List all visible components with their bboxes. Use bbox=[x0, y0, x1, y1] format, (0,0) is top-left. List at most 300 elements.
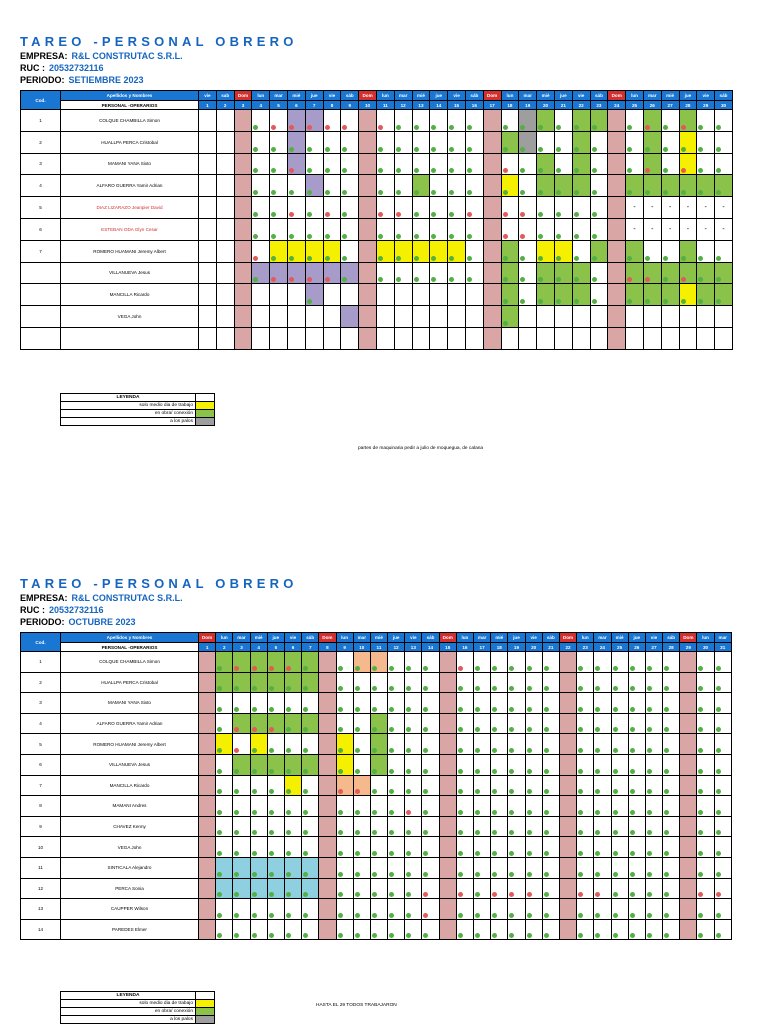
day-cell[interactable] bbox=[422, 899, 439, 920]
day-cell[interactable] bbox=[336, 878, 353, 899]
day-cell[interactable] bbox=[199, 672, 216, 693]
day-cell[interactable] bbox=[376, 327, 394, 349]
day-cell[interactable] bbox=[572, 197, 590, 219]
day-cell[interactable] bbox=[465, 327, 483, 349]
day-cell[interactable] bbox=[508, 919, 525, 940]
day-cell[interactable] bbox=[554, 153, 572, 175]
day-cell[interactable] bbox=[287, 284, 305, 306]
day-cell[interactable] bbox=[199, 775, 216, 796]
day-cell[interactable] bbox=[456, 878, 473, 899]
day-cell[interactable] bbox=[679, 175, 697, 197]
day-cell[interactable] bbox=[394, 262, 412, 284]
day-cell[interactable] bbox=[645, 775, 662, 796]
day-cell[interactable] bbox=[336, 816, 353, 837]
day-cell[interactable] bbox=[439, 796, 456, 817]
day-cell[interactable] bbox=[199, 131, 217, 153]
day-cell[interactable] bbox=[661, 131, 679, 153]
day-cell[interactable] bbox=[714, 899, 731, 920]
day-cell[interactable] bbox=[233, 713, 250, 734]
day-cell[interactable] bbox=[302, 857, 319, 878]
day-cell[interactable] bbox=[697, 262, 715, 284]
day-cell[interactable] bbox=[234, 131, 252, 153]
day-cell[interactable] bbox=[341, 131, 359, 153]
day-cell[interactable] bbox=[233, 878, 250, 899]
day-cell[interactable] bbox=[474, 919, 491, 940]
day-cell[interactable] bbox=[252, 284, 270, 306]
day-cell[interactable] bbox=[465, 197, 483, 219]
day-cell[interactable] bbox=[542, 837, 559, 858]
day-cell[interactable] bbox=[590, 284, 608, 306]
day-cell[interactable] bbox=[284, 899, 301, 920]
day-cell[interactable] bbox=[302, 899, 319, 920]
day-cell[interactable] bbox=[405, 672, 422, 693]
day-cell[interactable] bbox=[537, 218, 555, 240]
day-cell[interactable] bbox=[353, 713, 370, 734]
day-cell[interactable] bbox=[628, 878, 645, 899]
day-cell[interactable] bbox=[590, 218, 608, 240]
day-cell[interactable] bbox=[483, 306, 501, 328]
day-cell[interactable] bbox=[628, 919, 645, 940]
day-cell[interactable] bbox=[287, 262, 305, 284]
day-cell[interactable] bbox=[388, 796, 405, 817]
day-cell[interactable] bbox=[697, 240, 715, 262]
day-cell[interactable] bbox=[465, 131, 483, 153]
day-cell[interactable] bbox=[216, 110, 234, 132]
day-cell[interactable] bbox=[284, 652, 301, 673]
day-cell[interactable] bbox=[537, 131, 555, 153]
day-cell[interactable] bbox=[559, 878, 576, 899]
day-cell[interactable] bbox=[525, 734, 542, 755]
day-cell[interactable] bbox=[305, 110, 323, 132]
day-cell[interactable] bbox=[697, 837, 714, 858]
day-cell[interactable] bbox=[645, 713, 662, 734]
day-cell[interactable] bbox=[661, 240, 679, 262]
day-cell[interactable] bbox=[376, 306, 394, 328]
day-cell[interactable] bbox=[270, 110, 288, 132]
day-cell[interactable] bbox=[405, 878, 422, 899]
day-cell[interactable] bbox=[341, 284, 359, 306]
day-cell[interactable] bbox=[216, 857, 233, 878]
day-cell[interactable] bbox=[542, 878, 559, 899]
day-cell[interactable] bbox=[594, 899, 611, 920]
day-cell[interactable] bbox=[353, 652, 370, 673]
day-cell[interactable] bbox=[370, 796, 387, 817]
day-cell[interactable] bbox=[697, 734, 714, 755]
day-cell[interactable] bbox=[554, 240, 572, 262]
day-cell[interactable] bbox=[252, 131, 270, 153]
day-cell[interactable] bbox=[448, 306, 466, 328]
day-cell[interactable] bbox=[430, 240, 448, 262]
day-cell[interactable] bbox=[465, 110, 483, 132]
day-cell[interactable] bbox=[439, 919, 456, 940]
day-cell[interactable] bbox=[554, 327, 572, 349]
day-cell[interactable] bbox=[508, 775, 525, 796]
day-cell[interactable] bbox=[714, 754, 731, 775]
day-cell[interactable] bbox=[697, 713, 714, 734]
day-cell[interactable] bbox=[554, 175, 572, 197]
day-cell[interactable] bbox=[537, 197, 555, 219]
day-cell[interactable] bbox=[594, 837, 611, 858]
day-cell[interactable] bbox=[302, 713, 319, 734]
day-cell[interactable] bbox=[483, 197, 501, 219]
day-cell[interactable] bbox=[697, 327, 715, 349]
day-cell[interactable] bbox=[216, 652, 233, 673]
day-cell[interactable] bbox=[422, 754, 439, 775]
day-cell[interactable] bbox=[353, 775, 370, 796]
day-cell[interactable] bbox=[645, 796, 662, 817]
day-cell[interactable] bbox=[611, 878, 628, 899]
day-cell[interactable] bbox=[465, 262, 483, 284]
day-cell[interactable] bbox=[252, 327, 270, 349]
day-cell[interactable] bbox=[267, 754, 284, 775]
day-cell[interactable] bbox=[422, 837, 439, 858]
day-cell[interactable] bbox=[394, 110, 412, 132]
day-cell[interactable] bbox=[611, 816, 628, 837]
day-cell[interactable] bbox=[680, 919, 697, 940]
day-cell[interactable] bbox=[456, 816, 473, 837]
day-cell[interactable] bbox=[679, 262, 697, 284]
day-cell[interactable] bbox=[250, 775, 267, 796]
day-cell[interactable] bbox=[199, 197, 217, 219]
day-cell[interactable] bbox=[559, 919, 576, 940]
day-cell[interactable] bbox=[284, 878, 301, 899]
day-cell[interactable] bbox=[572, 262, 590, 284]
day-cell[interactable] bbox=[216, 878, 233, 899]
day-cell[interactable] bbox=[483, 218, 501, 240]
day-cell[interactable] bbox=[394, 240, 412, 262]
day-cell[interactable] bbox=[439, 857, 456, 878]
day-cell[interactable] bbox=[643, 327, 661, 349]
day-cell[interactable] bbox=[643, 284, 661, 306]
day-cell[interactable] bbox=[370, 837, 387, 858]
day-cell[interactable] bbox=[305, 240, 323, 262]
day-cell[interactable] bbox=[456, 775, 473, 796]
day-cell[interactable] bbox=[554, 197, 572, 219]
day-cell[interactable] bbox=[270, 153, 288, 175]
day-cell[interactable] bbox=[233, 734, 250, 755]
day-cell[interactable] bbox=[359, 240, 377, 262]
day-cell[interactable] bbox=[319, 899, 336, 920]
day-cell[interactable] bbox=[439, 816, 456, 837]
day-cell[interactable] bbox=[233, 919, 250, 940]
day-cell[interactable] bbox=[661, 110, 679, 132]
day-cell[interactable] bbox=[474, 878, 491, 899]
day-cell[interactable] bbox=[483, 262, 501, 284]
day-cell[interactable] bbox=[270, 197, 288, 219]
day-cell[interactable] bbox=[501, 240, 519, 262]
day-cell[interactable] bbox=[715, 131, 733, 153]
day-cell[interactable] bbox=[319, 734, 336, 755]
day-cell[interactable] bbox=[577, 837, 594, 858]
day-cell[interactable] bbox=[233, 693, 250, 714]
day-cell[interactable] bbox=[448, 262, 466, 284]
day-cell[interactable] bbox=[559, 857, 576, 878]
day-cell[interactable] bbox=[474, 837, 491, 858]
day-cell[interactable] bbox=[353, 857, 370, 878]
day-cell[interactable] bbox=[430, 262, 448, 284]
day-cell[interactable] bbox=[448, 284, 466, 306]
day-cell[interactable] bbox=[661, 284, 679, 306]
day-cell[interactable] bbox=[336, 775, 353, 796]
day-cell[interactable] bbox=[465, 218, 483, 240]
day-cell[interactable] bbox=[501, 327, 519, 349]
day-cell[interactable] bbox=[216, 153, 234, 175]
day-cell[interactable] bbox=[405, 919, 422, 940]
day-cell[interactable] bbox=[267, 775, 284, 796]
day-cell[interactable] bbox=[525, 775, 542, 796]
day-cell[interactable] bbox=[663, 837, 680, 858]
day-cell[interactable] bbox=[542, 652, 559, 673]
day-cell[interactable] bbox=[663, 919, 680, 940]
day-cell[interactable] bbox=[508, 734, 525, 755]
day-cell[interactable] bbox=[680, 816, 697, 837]
day-cell[interactable] bbox=[388, 734, 405, 755]
day-cell[interactable] bbox=[353, 919, 370, 940]
day-cell[interactable] bbox=[394, 306, 412, 328]
day-cell[interactable] bbox=[577, 713, 594, 734]
day-cell[interactable] bbox=[287, 175, 305, 197]
day-cell[interactable] bbox=[405, 713, 422, 734]
day-cell[interactable] bbox=[537, 153, 555, 175]
day-cell[interactable] bbox=[430, 175, 448, 197]
day-cell[interactable] bbox=[680, 734, 697, 755]
day-cell[interactable] bbox=[270, 284, 288, 306]
day-cell[interactable] bbox=[643, 131, 661, 153]
day-cell[interactable] bbox=[319, 775, 336, 796]
day-cell[interactable] bbox=[679, 284, 697, 306]
day-cell[interactable] bbox=[679, 110, 697, 132]
day-cell[interactable] bbox=[628, 899, 645, 920]
day-cell[interactable] bbox=[680, 796, 697, 817]
day-cell[interactable] bbox=[697, 284, 715, 306]
day-cell[interactable] bbox=[645, 857, 662, 878]
day-cell[interactable] bbox=[663, 775, 680, 796]
day-cell[interactable] bbox=[519, 110, 537, 132]
day-cell[interactable] bbox=[577, 734, 594, 755]
day-cell[interactable] bbox=[302, 878, 319, 899]
day-cell[interactable] bbox=[501, 175, 519, 197]
day-cell[interactable] bbox=[199, 262, 217, 284]
day-cell[interactable] bbox=[611, 796, 628, 817]
day-cell[interactable] bbox=[663, 816, 680, 837]
day-cell[interactable] bbox=[323, 175, 341, 197]
day-cell[interactable] bbox=[663, 672, 680, 693]
day-cell[interactable] bbox=[233, 672, 250, 693]
day-cell[interactable] bbox=[233, 652, 250, 673]
day-cell[interactable] bbox=[456, 919, 473, 940]
day-cell[interactable] bbox=[483, 153, 501, 175]
day-cell[interactable] bbox=[302, 734, 319, 755]
day-cell[interactable] bbox=[628, 693, 645, 714]
day-cell[interactable] bbox=[216, 693, 233, 714]
day-cell[interactable] bbox=[542, 899, 559, 920]
day-cell[interactable] bbox=[250, 754, 267, 775]
day-cell[interactable] bbox=[287, 240, 305, 262]
day-cell[interactable] bbox=[680, 775, 697, 796]
day-cell[interactable] bbox=[199, 652, 216, 673]
day-cell[interactable] bbox=[643, 197, 661, 219]
day-cell[interactable] bbox=[643, 110, 661, 132]
day-cell[interactable] bbox=[430, 327, 448, 349]
day-cell[interactable] bbox=[679, 306, 697, 328]
day-cell[interactable] bbox=[554, 218, 572, 240]
day-cell[interactable] bbox=[250, 857, 267, 878]
day-cell[interactable] bbox=[628, 734, 645, 755]
day-cell[interactable] bbox=[388, 857, 405, 878]
day-cell[interactable] bbox=[287, 153, 305, 175]
day-cell[interactable] bbox=[336, 693, 353, 714]
day-cell[interactable] bbox=[439, 837, 456, 858]
day-cell[interactable] bbox=[323, 153, 341, 175]
day-cell[interactable] bbox=[234, 218, 252, 240]
day-cell[interactable] bbox=[233, 796, 250, 817]
day-cell[interactable] bbox=[336, 713, 353, 734]
day-cell[interactable] bbox=[336, 672, 353, 693]
day-cell[interactable] bbox=[388, 672, 405, 693]
day-cell[interactable] bbox=[559, 693, 576, 714]
day-cell[interactable] bbox=[474, 796, 491, 817]
day-cell[interactable] bbox=[319, 878, 336, 899]
day-cell[interactable] bbox=[412, 218, 430, 240]
day-cell[interactable] bbox=[323, 110, 341, 132]
day-cell[interactable] bbox=[250, 734, 267, 755]
day-cell[interactable] bbox=[388, 837, 405, 858]
day-cell[interactable] bbox=[341, 327, 359, 349]
day-cell[interactable] bbox=[422, 919, 439, 940]
day-cell[interactable] bbox=[608, 175, 626, 197]
day-cell[interactable] bbox=[572, 327, 590, 349]
day-cell[interactable] bbox=[525, 919, 542, 940]
day-cell[interactable] bbox=[626, 306, 644, 328]
day-cell[interactable] bbox=[422, 796, 439, 817]
day-cell[interactable] bbox=[714, 816, 731, 837]
day-cell[interactable] bbox=[554, 306, 572, 328]
day-cell[interactable] bbox=[319, 857, 336, 878]
day-cell[interactable] bbox=[422, 713, 439, 734]
day-cell[interactable] bbox=[388, 775, 405, 796]
day-cell[interactable] bbox=[199, 218, 217, 240]
day-cell[interactable] bbox=[448, 197, 466, 219]
day-cell[interactable] bbox=[491, 857, 508, 878]
day-cell[interactable] bbox=[501, 110, 519, 132]
day-cell[interactable] bbox=[611, 837, 628, 858]
day-cell[interactable] bbox=[559, 734, 576, 755]
day-cell[interactable] bbox=[577, 652, 594, 673]
day-cell[interactable] bbox=[577, 672, 594, 693]
day-cell[interactable] bbox=[519, 153, 537, 175]
day-cell[interactable] bbox=[508, 796, 525, 817]
day-cell[interactable] bbox=[359, 110, 377, 132]
day-cell[interactable] bbox=[233, 754, 250, 775]
day-cell[interactable] bbox=[508, 816, 525, 837]
day-cell[interactable] bbox=[608, 240, 626, 262]
day-cell[interactable] bbox=[233, 816, 250, 837]
day-cell[interactable] bbox=[626, 131, 644, 153]
day-cell[interactable] bbox=[422, 734, 439, 755]
day-cell[interactable] bbox=[359, 153, 377, 175]
day-cell[interactable] bbox=[456, 754, 473, 775]
day-cell[interactable] bbox=[287, 218, 305, 240]
day-cell[interactable] bbox=[474, 899, 491, 920]
day-cell[interactable] bbox=[370, 754, 387, 775]
day-cell[interactable] bbox=[697, 899, 714, 920]
day-cell[interactable] bbox=[341, 262, 359, 284]
day-cell[interactable] bbox=[267, 796, 284, 817]
day-cell[interactable] bbox=[405, 816, 422, 837]
day-cell[interactable] bbox=[353, 899, 370, 920]
day-cell[interactable] bbox=[554, 110, 572, 132]
day-cell[interactable] bbox=[370, 734, 387, 755]
day-cell[interactable] bbox=[376, 218, 394, 240]
day-cell[interactable] bbox=[336, 919, 353, 940]
day-cell[interactable] bbox=[305, 218, 323, 240]
day-cell[interactable] bbox=[199, 796, 216, 817]
day-cell[interactable] bbox=[501, 284, 519, 306]
day-cell[interactable] bbox=[422, 672, 439, 693]
day-cell[interactable] bbox=[199, 153, 217, 175]
day-cell[interactable] bbox=[287, 110, 305, 132]
day-cell[interactable] bbox=[323, 131, 341, 153]
day-cell[interactable] bbox=[474, 652, 491, 673]
day-cell[interactable] bbox=[715, 153, 733, 175]
day-cell[interactable] bbox=[376, 262, 394, 284]
day-cell[interactable] bbox=[370, 899, 387, 920]
day-cell[interactable] bbox=[376, 131, 394, 153]
day-cell[interactable] bbox=[465, 175, 483, 197]
day-cell[interactable] bbox=[250, 816, 267, 837]
day-cell[interactable] bbox=[284, 919, 301, 940]
day-cell[interactable] bbox=[252, 218, 270, 240]
day-cell[interactable] bbox=[608, 197, 626, 219]
day-cell[interactable] bbox=[456, 796, 473, 817]
day-cell[interactable] bbox=[608, 306, 626, 328]
day-cell[interactable] bbox=[353, 754, 370, 775]
day-cell[interactable] bbox=[370, 816, 387, 837]
day-cell[interactable] bbox=[663, 878, 680, 899]
day-cell[interactable] bbox=[572, 131, 590, 153]
day-cell[interactable] bbox=[697, 775, 714, 796]
day-cell[interactable] bbox=[626, 175, 644, 197]
day-cell[interactable] bbox=[714, 672, 731, 693]
day-cell[interactable] bbox=[645, 919, 662, 940]
day-cell[interactable] bbox=[697, 175, 715, 197]
day-cell[interactable] bbox=[252, 240, 270, 262]
day-cell[interactable] bbox=[439, 775, 456, 796]
day-cell[interactable] bbox=[287, 306, 305, 328]
day-cell[interactable] bbox=[323, 327, 341, 349]
day-cell[interactable] bbox=[405, 837, 422, 858]
day-cell[interactable] bbox=[439, 652, 456, 673]
day-cell[interactable] bbox=[199, 837, 216, 858]
day-cell[interactable] bbox=[594, 878, 611, 899]
day-cell[interactable] bbox=[388, 878, 405, 899]
day-cell[interactable] bbox=[370, 857, 387, 878]
day-cell[interactable] bbox=[323, 284, 341, 306]
day-cell[interactable] bbox=[537, 284, 555, 306]
day-cell[interactable] bbox=[341, 306, 359, 328]
day-cell[interactable] bbox=[645, 652, 662, 673]
day-cell[interactable] bbox=[501, 153, 519, 175]
day-cell[interactable] bbox=[714, 837, 731, 858]
day-cell[interactable] bbox=[714, 919, 731, 940]
day-cell[interactable] bbox=[305, 197, 323, 219]
day-cell[interactable] bbox=[577, 693, 594, 714]
day-cell[interactable] bbox=[216, 816, 233, 837]
day-cell[interactable] bbox=[661, 327, 679, 349]
day-cell[interactable] bbox=[559, 816, 576, 837]
day-cell[interactable] bbox=[643, 306, 661, 328]
day-cell[interactable] bbox=[233, 857, 250, 878]
